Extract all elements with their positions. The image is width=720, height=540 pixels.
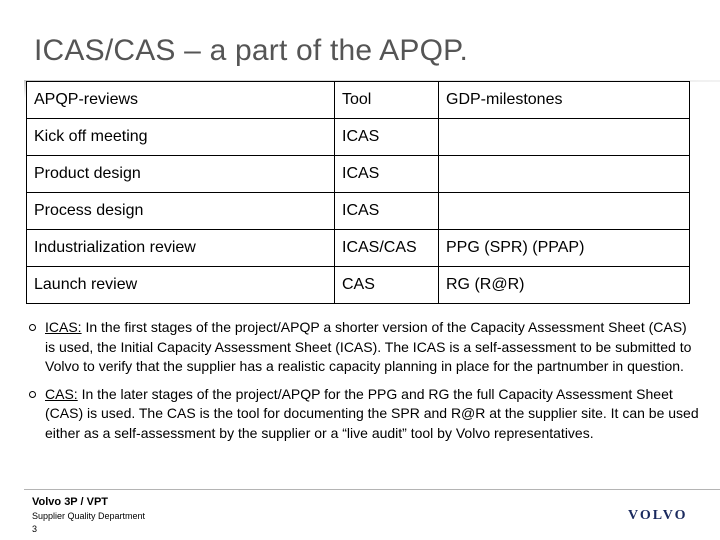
- footer-divider: [24, 489, 720, 490]
- table-header-row: [27, 82, 690, 119]
- bullet-text: In the later stages of the project/APQP for the PPG and RG the full Capacity Assessment Sheet (CAS) is used. The CAS is the tool for documenting the SPR and R@R at the supplier site. It can be used either as a self-assessment by the supplier or a “live audit” tool by Volvo representatives.: [45, 385, 699, 441]
- bullet-list: [28, 318, 700, 451]
- table-row: [27, 193, 690, 230]
- volvo-logo: VOLVO: [628, 508, 688, 523]
- table-cell: GDP-milestones: [439, 82, 690, 119]
- apqp-table: [26, 81, 690, 304]
- table-cell: [439, 156, 690, 193]
- table-cell: ICAS/CAS: [335, 230, 439, 267]
- table-cell: PPG (SPR) (PPAP): [439, 230, 690, 267]
- table-cell: Process design: [27, 193, 335, 230]
- table-row: [27, 230, 690, 267]
- table-row: [27, 119, 690, 156]
- table-row: [27, 267, 690, 304]
- bullet-term: ICAS:: [45, 319, 82, 335]
- bullet-item: [28, 385, 700, 444]
- table-cell: APQP-reviews: [27, 82, 335, 119]
- bullet-term: CAS:: [45, 385, 78, 402]
- table-cell: [439, 193, 690, 230]
- table-cell: Tool: [335, 82, 439, 119]
- table-cell: ICAS: [335, 156, 439, 193]
- table-cell: Launch review: [27, 267, 335, 304]
- apqp-table-body: [27, 82, 690, 304]
- bullet-text: In the first stages of the project/APQP a shorter version of the Capacity Assessment Sheet (CAS) is used, the Initial Capacity Assessment Sheet (ICAS). The ICAS is a self-assessment to be submitted to Volvo to verify that the supplier has a realistic capacity planning in place for the partnumber in question.: [45, 319, 692, 374]
- slide-title: ICAS/CAS – a part of the APQP.: [34, 34, 469, 67]
- table-cell: RG (R@R): [439, 267, 690, 304]
- table-cell: Product design: [27, 156, 335, 193]
- bullet-dot-icon: [29, 324, 36, 331]
- page-number: 3: [32, 524, 38, 534]
- footer-organization: Volvo 3P / VPT: [32, 496, 109, 508]
- table-cell: Industrialization review: [27, 230, 335, 267]
- bullet-dot-icon: [29, 391, 36, 398]
- table-row: [27, 156, 690, 193]
- bullet-item: [28, 318, 700, 377]
- footer-department: Supplier Quality Department: [32, 511, 146, 521]
- table-cell: ICAS: [335, 193, 439, 230]
- table-cell: ICAS: [335, 119, 439, 156]
- table-cell: CAS: [335, 267, 439, 304]
- table-cell: Kick off meeting: [27, 119, 335, 156]
- table-cell: [439, 119, 690, 156]
